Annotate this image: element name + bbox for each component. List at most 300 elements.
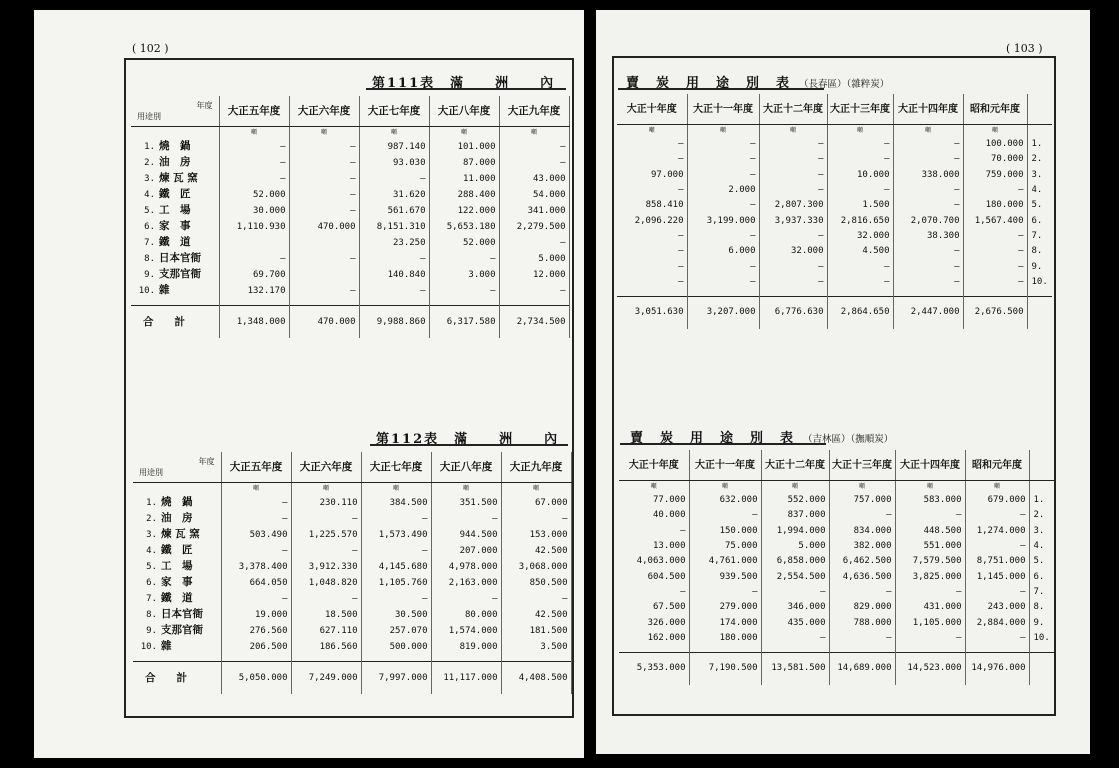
row-number: 6. [1031, 215, 1043, 226]
corner-header [133, 452, 221, 483]
value-cell: — [687, 229, 759, 244]
header-row [617, 94, 1052, 125]
total-cell: 5,050.000 [221, 662, 291, 695]
year-header: 大正十年度 [619, 450, 689, 481]
table-row [619, 615, 1054, 630]
value-cell: 97.000 [617, 168, 687, 183]
value-cell: — [687, 168, 759, 183]
value-cell: 13.000 [619, 539, 689, 554]
unit-mark: 噸 [429, 127, 499, 140]
total-cell: 3,051.630 [617, 296, 687, 329]
year-header: 昭和元年度 [963, 94, 1027, 125]
row-category: 支那官衙 [161, 624, 203, 636]
row-label [133, 639, 221, 655]
value-cell: 276.560 [221, 623, 291, 639]
table-row [619, 539, 1054, 554]
row-number: 3. [1033, 525, 1045, 536]
total-cell: 2,676.500 [963, 296, 1027, 329]
value-cell: — [965, 508, 1029, 523]
value-cell: 186.560 [291, 639, 361, 655]
row-number: 7. [146, 594, 157, 604]
row-number: 8. [1031, 246, 1043, 257]
unit-mark: 噸 [221, 483, 291, 496]
table-row [617, 244, 1052, 259]
unit-row [619, 481, 1054, 494]
row-category: 支那官衙 [159, 268, 201, 280]
unit-cell [131, 127, 219, 140]
total-cell: 11,117.000 [431, 662, 501, 695]
value-cell: — [965, 539, 1029, 554]
total-cell: 9,988.860 [359, 306, 429, 339]
year-header: 大正八年度 [431, 452, 501, 483]
row-number: 4. [146, 546, 157, 556]
row-label [131, 171, 219, 187]
value-cell: — [289, 187, 359, 203]
total-index-cell [1027, 296, 1052, 329]
table-row [619, 524, 1054, 539]
row-number: 3. [144, 174, 155, 184]
row-number: 9. [1033, 617, 1045, 628]
value-cell: — [359, 251, 429, 267]
year-header: 大正七年度 [361, 452, 431, 483]
value-cell: 837.000 [761, 508, 829, 523]
table-row [133, 495, 571, 511]
value-cell: — [291, 543, 361, 559]
value-cell: — [499, 235, 569, 251]
unit-mark: 噸 [291, 483, 361, 496]
total-cell: 6,317.580 [429, 306, 499, 339]
unit-mark: 噸 [619, 481, 689, 494]
row-number: 2. [1033, 510, 1045, 521]
value-cell: 448.500 [895, 524, 965, 539]
value-cell: 42.500 [501, 543, 571, 559]
year-header: 大正六年度 [291, 452, 361, 483]
value-cell: 850.500 [501, 575, 571, 591]
value-cell: — [893, 198, 963, 213]
row-number: 9. [146, 626, 157, 636]
value-cell: — [893, 275, 963, 290]
value-cell: 32.000 [759, 244, 827, 259]
value-cell: 858.410 [617, 198, 687, 213]
table-row [617, 213, 1052, 228]
value-cell: 18.500 [291, 607, 361, 623]
value-cell: 52.000 [219, 187, 289, 203]
value-cell: 162.000 [619, 631, 689, 646]
value-cell: 132.170 [219, 283, 289, 299]
page-number: ( 103 ) [1006, 42, 1043, 55]
value-cell: — [219, 171, 289, 187]
table-row [131, 171, 569, 187]
value-cell: 341.000 [499, 203, 569, 219]
page-number: ( 102 ) [132, 42, 169, 55]
value-cell: 30.000 [219, 203, 289, 219]
value-cell: 3,825.000 [895, 569, 965, 584]
table-112-title: 第112表 滿 洲 內 [376, 432, 560, 447]
unit-mark: 噸 [687, 125, 759, 138]
row-category: 油 房 [161, 512, 193, 524]
value-cell: 679.000 [965, 493, 1029, 508]
row-number: 3. [146, 530, 157, 540]
value-cell: 1,573.490 [361, 527, 431, 543]
value-cell: 54.000 [499, 187, 569, 203]
value-cell: 382.000 [829, 539, 895, 554]
table-row [133, 527, 571, 543]
row-label [133, 495, 221, 511]
value-cell: — [219, 251, 289, 267]
year-header: 大正五年度 [221, 452, 291, 483]
row-category: 雜 [161, 640, 172, 652]
row-number: 6. [146, 578, 157, 588]
value-cell: 1,048.820 [291, 575, 361, 591]
value-cell: — [289, 251, 359, 267]
table-row [619, 569, 1054, 584]
value-cell: — [361, 591, 431, 607]
row-number: 4. [144, 190, 155, 200]
row-number: 6. [144, 222, 155, 232]
total-row [619, 652, 1054, 685]
value-cell: 2.000 [687, 183, 759, 198]
unit-mark: 噸 [617, 125, 687, 138]
value-cell: 67.000 [501, 495, 571, 511]
row-number: 1. [144, 142, 155, 152]
table-row [619, 600, 1054, 615]
unit-cell [1027, 125, 1052, 138]
value-cell: — [359, 283, 429, 299]
value-cell: 1,274.000 [965, 524, 1029, 539]
title-text: 賣 炭 用 途 別 表 [626, 76, 792, 91]
value-cell: 288.400 [429, 187, 499, 203]
value-cell: 100.000 [963, 137, 1027, 152]
table-row [619, 585, 1054, 600]
row-label [131, 235, 219, 251]
total-row [133, 662, 571, 695]
value-cell: 140.840 [359, 267, 429, 283]
value-cell: 153.000 [501, 527, 571, 543]
table-row [131, 251, 569, 267]
value-cell: — [289, 283, 359, 299]
title-text: 賣 炭 用 途 別 表 [630, 431, 796, 446]
value-cell: — [431, 511, 501, 527]
value-cell: 87.000 [429, 155, 499, 171]
value-cell: 243.000 [965, 600, 1029, 615]
value-cell: — [893, 244, 963, 259]
value-cell: 1,110.930 [219, 219, 289, 235]
value-cell: — [289, 171, 359, 187]
row-number: 5. [146, 562, 157, 572]
value-cell: — [291, 511, 361, 527]
year-header: 大正九年度 [501, 452, 571, 483]
value-cell: 180.000 [689, 631, 761, 646]
value-cell: — [617, 244, 687, 259]
region-subtitle: （長春區）（雜粹炭） [799, 79, 890, 90]
value-cell: 1,145.000 [965, 569, 1029, 584]
row-number: 1. [146, 498, 157, 508]
table-row [619, 508, 1054, 523]
table-row [617, 259, 1052, 274]
row-number: 8. [144, 254, 155, 264]
unit-mark: 噸 [829, 481, 895, 494]
row-number: 7. [1033, 586, 1045, 597]
value-cell: — [895, 585, 965, 600]
value-cell [289, 235, 359, 251]
unit-mark: 噸 [431, 483, 501, 496]
total-cell: 470.000 [289, 306, 359, 339]
value-cell: — [963, 244, 1027, 259]
table-row [133, 639, 571, 655]
row-label [131, 187, 219, 203]
table-row [617, 198, 1052, 213]
year-header: 大正九年度 [499, 96, 569, 127]
total-label: 合 計 [131, 306, 219, 339]
row-label [131, 139, 219, 155]
row-number: 3. [1031, 169, 1043, 180]
unit-mark: 噸 [965, 481, 1029, 494]
row-label [133, 591, 221, 607]
table-row [131, 203, 569, 219]
value-cell: 69.700 [219, 267, 289, 283]
value-cell: — [893, 183, 963, 198]
value-cell: 11.000 [429, 171, 499, 187]
value-cell: 122.000 [429, 203, 499, 219]
year-header: 昭和元年度 [965, 450, 1029, 481]
value-cell: — [759, 168, 827, 183]
row-category: 鐵 匠 [161, 544, 193, 556]
value-cell: 2,884.000 [965, 615, 1029, 630]
row-label [131, 267, 219, 283]
value-cell: 583.000 [895, 493, 965, 508]
value-cell: 6,462.500 [829, 554, 895, 569]
value-cell: — [361, 511, 431, 527]
table-112-right [619, 450, 1054, 685]
row-label [133, 511, 221, 527]
header-row [619, 450, 1054, 481]
value-cell: — [827, 259, 893, 274]
title-underline [370, 444, 568, 446]
value-cell: — [219, 155, 289, 171]
total-cell: 7,997.000 [361, 662, 431, 695]
index-header [1027, 94, 1052, 125]
row-label [131, 283, 219, 299]
value-cell: — [617, 229, 687, 244]
value-cell: — [827, 275, 893, 290]
row-number: 8. [1033, 602, 1045, 613]
value-cell: 604.500 [619, 569, 689, 584]
row-label [133, 623, 221, 639]
value-cell: 40.000 [619, 508, 689, 523]
row-number: 1. [1033, 495, 1045, 506]
unit-mark: 噸 [289, 127, 359, 140]
row-label [131, 155, 219, 171]
table-row [133, 511, 571, 527]
row-number: 4. [1031, 185, 1043, 196]
value-cell: 561.670 [359, 203, 429, 219]
value-cell: 2,096.220 [617, 213, 687, 228]
total-cell: 2,734.500 [499, 306, 569, 339]
title-underline [366, 88, 566, 90]
table-row [619, 554, 1054, 569]
year-header: 大正十二年度 [759, 94, 827, 125]
value-cell: — [619, 585, 689, 600]
total-cell: 7,190.500 [689, 652, 761, 685]
row-category: 工 場 [161, 560, 193, 572]
value-cell: — [829, 508, 895, 523]
value-cell: 3,378.400 [221, 559, 291, 575]
value-cell: 3.500 [501, 639, 571, 655]
value-cell: — [687, 275, 759, 290]
value-cell: 435.000 [761, 615, 829, 630]
value-cell: 664.050 [221, 575, 291, 591]
row-label [133, 543, 221, 559]
value-cell: 80.000 [431, 607, 501, 623]
total-cell: 2,447.000 [893, 296, 963, 329]
value-cell: 2,816.650 [827, 213, 893, 228]
value-cell: — [687, 259, 759, 274]
value-cell: — [499, 155, 569, 171]
value-cell: — [289, 139, 359, 155]
value-cell: 3,199.000 [687, 213, 759, 228]
table-row [133, 623, 571, 639]
unit-mark: 噸 [501, 483, 571, 496]
value-cell: — [501, 591, 571, 607]
unit-mark: 噸 [759, 125, 827, 138]
value-cell: 759.000 [963, 168, 1027, 183]
value-cell: 1.500 [827, 198, 893, 213]
value-cell: 1,567.400 [963, 213, 1027, 228]
value-cell: — [759, 137, 827, 152]
value-cell: 8,751.000 [965, 554, 1029, 569]
table-row [131, 267, 569, 283]
table-row [617, 152, 1052, 167]
row-number: 2. [144, 158, 155, 168]
value-cell: 944.500 [431, 527, 501, 543]
value-cell: 70.000 [963, 152, 1027, 167]
title-underline [620, 443, 826, 445]
table-row [131, 283, 569, 299]
value-cell: 431.000 [895, 600, 965, 615]
row-category: 油 房 [159, 156, 191, 168]
table-row [619, 493, 1054, 508]
row-category: 燒 鍋 [161, 496, 193, 508]
unit-mark: 噸 [963, 125, 1027, 138]
value-cell: 1,574.000 [431, 623, 501, 639]
total-cell: 6,776.630 [759, 296, 827, 329]
value-cell: — [963, 259, 1027, 274]
value-cell: — [617, 275, 687, 290]
table-row [131, 219, 569, 235]
row-category: 煉 瓦 窯 [161, 528, 200, 540]
table-row [619, 631, 1054, 646]
region-subtitle: （吉林區）（撫順炭） [803, 434, 894, 445]
table-row [617, 275, 1052, 290]
unit-row [617, 125, 1052, 138]
value-cell: — [501, 511, 571, 527]
value-cell: — [689, 585, 761, 600]
value-cell: 19.000 [221, 607, 291, 623]
value-cell: 207.000 [431, 543, 501, 559]
table-row [133, 591, 571, 607]
header-row [133, 452, 571, 483]
unit-mark: 噸 [359, 127, 429, 140]
value-cell: 3,068.000 [501, 559, 571, 575]
value-cell: — [289, 155, 359, 171]
value-cell: 3,912.330 [291, 559, 361, 575]
table-row [133, 607, 571, 623]
value-cell: 5.000 [499, 251, 569, 267]
table-row [133, 575, 571, 591]
index-header [1029, 450, 1054, 481]
unit-mark: 噸 [499, 127, 569, 140]
title-underline [618, 88, 824, 90]
corner-year-label: 年度 [198, 457, 215, 466]
value-cell: 30.500 [361, 607, 431, 623]
value-cell: 987.140 [359, 139, 429, 155]
value-cell: — [617, 259, 687, 274]
value-cell: 2,279.500 [499, 219, 569, 235]
value-cell: 279.000 [689, 600, 761, 615]
value-cell: 32.000 [827, 229, 893, 244]
row-category: 工 場 [159, 204, 191, 216]
value-cell: 10.000 [827, 168, 893, 183]
value-cell: 627.110 [291, 623, 361, 639]
total-cell: 7,249.000 [291, 662, 361, 695]
value-cell: — [895, 631, 965, 646]
value-cell: — [219, 139, 289, 155]
value-cell: 8,151.310 [359, 219, 429, 235]
total-row [131, 306, 569, 339]
value-cell: 351.500 [431, 495, 501, 511]
table-111-right [617, 94, 1052, 329]
corner-year-label: 年度 [196, 101, 213, 110]
value-cell: 4,145.680 [361, 559, 431, 575]
value-cell: — [617, 137, 687, 152]
unit-mark: 噸 [361, 483, 431, 496]
unit-mark: 噸 [893, 125, 963, 138]
total-cell: 14,976.000 [965, 652, 1029, 685]
value-cell: — [431, 591, 501, 607]
header-row [131, 96, 569, 127]
total-cell: 2,864.650 [827, 296, 893, 329]
year-header: 大正十四年度 [893, 94, 963, 125]
table-row [133, 559, 571, 575]
value-cell: 6,858.000 [761, 554, 829, 569]
table-row [131, 155, 569, 171]
value-cell: — [359, 171, 429, 187]
row-number: 5. [144, 206, 155, 216]
value-cell: — [963, 275, 1027, 290]
unit-cell [133, 483, 221, 496]
unit-cell [1029, 481, 1054, 494]
value-cell: 3,937.330 [759, 213, 827, 228]
row-label [131, 251, 219, 267]
value-cell: — [761, 631, 829, 646]
value-cell: 7,579.500 [895, 554, 965, 569]
row-category: 燒 鍋 [159, 140, 191, 152]
value-cell: 181.500 [501, 623, 571, 639]
row-number: 6. [1033, 571, 1045, 582]
year-header: 大正十二年度 [761, 450, 829, 481]
value-cell: 93.030 [359, 155, 429, 171]
value-cell: — [687, 198, 759, 213]
value-cell: — [893, 152, 963, 167]
value-cell: 4.500 [827, 244, 893, 259]
corner-use-label: 用途別 [137, 112, 161, 121]
year-header: 大正六年度 [289, 96, 359, 127]
value-cell: 4,761.000 [689, 554, 761, 569]
value-cell: — [893, 259, 963, 274]
row-label [133, 527, 221, 543]
unit-mark: 噸 [761, 481, 829, 494]
value-cell: 834.000 [829, 524, 895, 539]
